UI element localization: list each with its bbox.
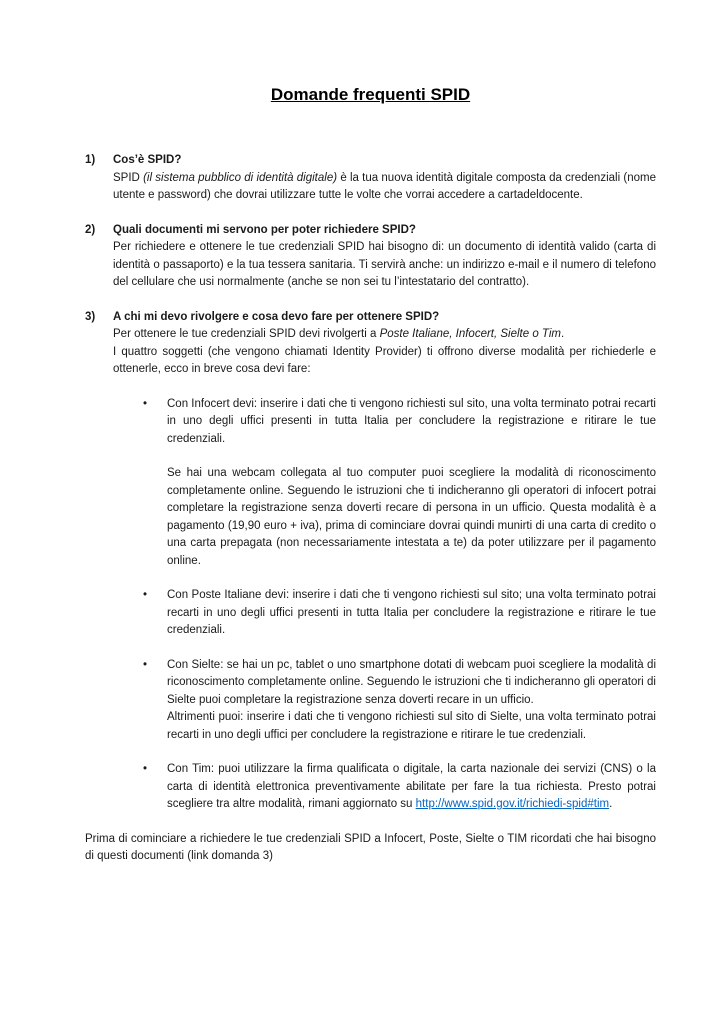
question-3-intro2: I quattro soggetti (che vengono chiamati Identity Provider) ti offrono diverse modalità per richiederle e ottenerle, ecco in breve cosa devi fare:	[113, 345, 656, 375]
bullet-tim	[143, 761, 656, 814]
bullet-icon: •	[143, 397, 148, 410]
question-3	[85, 309, 656, 814]
bullet-sielte-text: Con Sielte: se hai un pc, tablet o uno smartphone dotati di webcam puoi scegliere la modalità di riconoscimento completamente online. Seguendo le istruzioni che ti indicheranno gli operatori di Sielte puoi completare la registrazione senza doverti recare in un ufficio.	[167, 658, 656, 706]
spid-gov-link[interactable]: http://www.spid.gov.it/richiedi-spid#tim	[415, 798, 610, 810]
bullet-sielte-continuation: Altrimenti puoi: inserire i dati che ti vengono richiesti sul sito di Sielte, una volta terminato potrai recarti in uno degli uffici per concludere la registrazione e ritirare le tue credenziali.	[167, 711, 656, 741]
document-title: Domande frequenti SPID	[270, 85, 471, 104]
bullet-group-infocert	[113, 396, 656, 571]
question-3-intro	[113, 326, 656, 344]
question-2	[85, 222, 656, 292]
question-3-heading: A chi mi devo rivolgere e cosa devo fare per ottenere SPID?	[113, 310, 440, 323]
question-2-heading: Quali documenti mi servono per poter richiedere SPID?	[113, 223, 416, 236]
bullet-tim-text: Con Tim: puoi utilizzare la firma qualificata o digitale, la carta nazionale dei servizi (CNS) o la carta di identità elettronica preventivamente abilitate per fare la tua richiesta. Presto potrai scegliere tra altre modalità, rimani aggiornato su	[167, 763, 656, 810]
bullet-infocert-text: Con Infocert devi: inserire i dati che ti vengono richiesti sul sito, una volta terminato potrai recarti in uno degli uffici presenti in tutta Italia per concludere la registrazione e ritirare le tue credenziali.	[167, 397, 656, 445]
question-3-number: 3)	[85, 310, 96, 323]
bullet-group-poste	[113, 587, 656, 640]
text-segment: SPID	[113, 171, 144, 184]
text-segment: Per ottenere le tue credenziali SPID devi rivolgerti a	[113, 328, 380, 340]
question-1-number: 1)	[85, 154, 96, 166]
text-segment: .	[561, 328, 565, 340]
bullet-group-tim	[113, 761, 656, 814]
text-segment: .	[609, 798, 613, 810]
provider-bullet-list	[113, 396, 656, 814]
bullet-sielte	[143, 657, 656, 710]
bullet-infocert	[143, 396, 656, 449]
bullet-poste	[143, 587, 656, 640]
text-segment-italic: (il sistema pubblico di identità digitale)	[143, 171, 341, 184]
question-1-heading: Cos’è SPID?	[113, 154, 182, 166]
text-segment-italic: Poste Italiane, Infocert, Sielte o Tim	[379, 328, 561, 340]
question-2-number: 2)	[85, 223, 96, 236]
question-2-body: Per richiedere e ottenere le tue credenziali SPID hai bisogno di: un documento di identità valido (carta di identità o passaporto) e la tua tessera sanitaria. Ti servirà anche: un indirizzo e-mail e il numero di telefono del cellulare che usi normalmente (anche se non sei tu l’intestatario del contratto).	[113, 241, 656, 288]
bullet-group-sielte	[113, 657, 656, 745]
question-1	[85, 152, 656, 205]
bullet-icon: •	[143, 589, 148, 601]
bullet-poste-text: Con Poste Italiane devi: inserire i dati che ti vengono richiesti sul sito; una volta terminato potrai recarti in uno degli uffici presenti in tutta Italia per concludere la registrazione e ritirare le tue credenziali.	[167, 589, 656, 636]
bullet-icon: •	[143, 658, 148, 671]
bullet-infocert-continuation: Se hai una webcam collegata al tuo computer puoi scegliere la modalità di riconoscimento completamente online. Seguendo le istruzioni che ti indicheranno gli operatori di infocert potrai completare la registrazione senza doverti recare di persona in un ufficio. Questa modalità è a pagamento (19,90 euro + iva), prima di cominciare dovrai quindi munirti di una carta di credito o una carta prepagata (non necessariamente intestata a te) da poter utilizzare per il pagamento online.	[167, 467, 656, 567]
bullet-icon: •	[143, 763, 148, 775]
text-segment: è la tua nuova identità digitale composta da credenziali (nome utente e password) che dovrai utilizzare tutte le volte che vorrai accedere a cartadeldocente.	[113, 171, 656, 201]
question-1-body	[113, 170, 656, 205]
closing-paragraph: Prima di cominciare a richiedere le tue credenziali SPID a Infocert, Poste, Sielte o TIM ricordati che hai bisogno di questi documenti (link domanda 3)	[85, 832, 656, 862]
